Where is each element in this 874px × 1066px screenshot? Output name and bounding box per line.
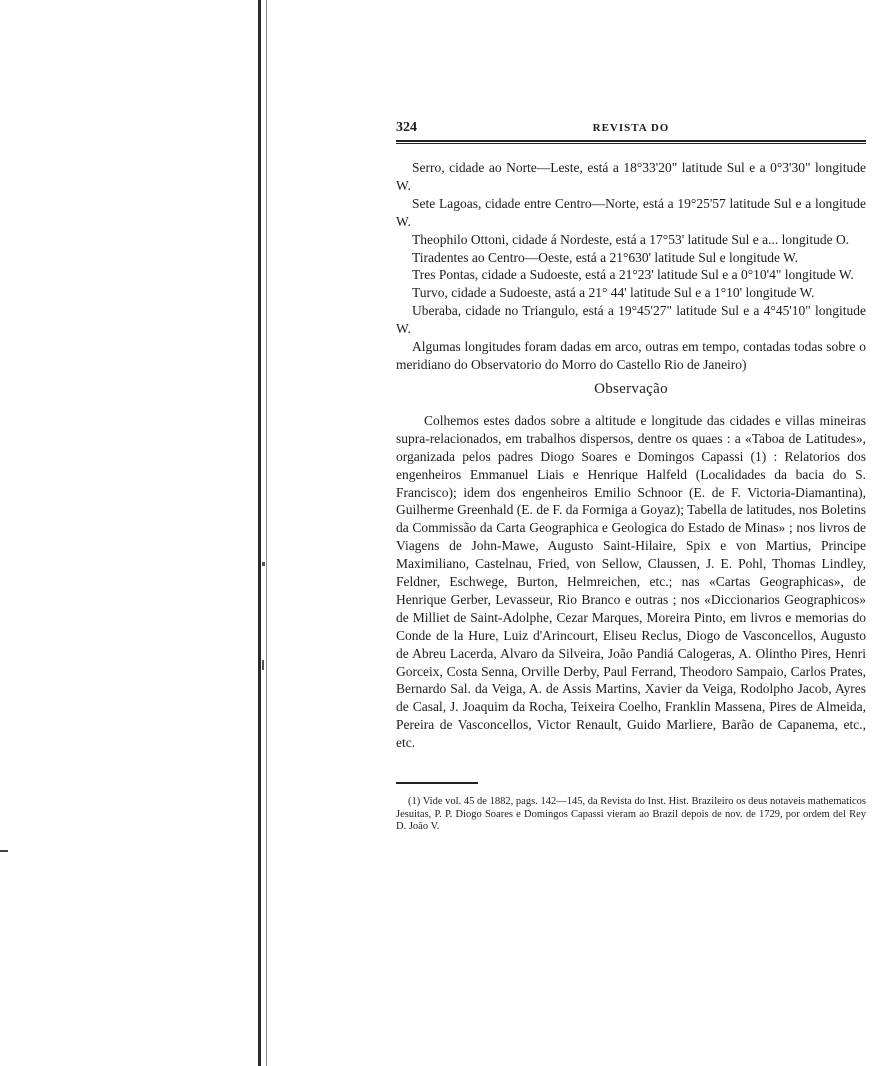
list-item: Theophilo Ottoni, cidade á Nordeste, está a 17°53' latitude Sul e a... longitude O.	[412, 231, 850, 247]
list-item: Tiradentes ao Centro—Oeste, está a 21°630' latitude Sul e longitude W.	[412, 249, 799, 265]
section-body	[396, 412, 866, 752]
footnote	[396, 796, 866, 834]
list-item: Sete Lagoas, cidade entre Centro—Norte, está a 19°25'57 latitude Sul e a longitude W.	[396, 195, 866, 229]
running-title: REVISTA DO	[592, 122, 670, 134]
paragraph: Colhemos estes dados sobre a altitude e longitude das cidades e villas mineiras supra-relacionados, em trabalhos dispersos, dentre os quaes : a «Taboa de Latitudes», organizada pelos padres Diogo Soares e Domingos Capassi (1) : Relatorios dos engenheiros Emmanuel Liais e Henrique Halfeld (Localidades da bacia do S. Francisco); idem dos engenheiros Emilio Schnoor (E. de F. Victoria-Diamantina), Guilherme Greenhald (E. de F. da Formiga a Goyaz); Tabella de latitudes, nos Boletins da Commissão da Carta Geographica e Geologica do Estado de Minas» ; nos livros de Viagens de John-Mawe, Augusto Saint-Hilaire, Spix e von Martius, Principe Maximiliano, Castelnau, Fried, von Sellow, Claussen, J. E. Pohl, Thomas Lindley, Feldner, Eschwege, Burton, Helmreichen, etc.; nas «Cartas Geographicas», de Henrique Gerber, Levasseur, Rio Branco e outras ; nos «Diccionarios Geographicos» de Milliet de Saint-Adolphe, Cezar Marques, Moreira Pinto, em livros e memorias do Conde de la Hure, Luiz d'Arincourt, Eliseu Reclus, Diogo de Vasconcellos, Augusto de Abreu Lacerda, Alvaro da Silveira, João Pandiá Calogeras, A. Olintho Pires, Henri Gorceix, Costa Senna, Orville Derby, Paul Ferrand, Theodoro Sampaio, Carlos Prates, Bernardo Sal. da Veiga, A. de Assis Martins, Xavier da Veiga, Rodolpho Jacob, Ayres de Casal, J. Joaquim da Rocha, Teixeira Coelho, Franklin Massena, Pires de Almeida, Pereira de Vasconcellos, Victor Renault, Guido Marliere, Barão de Capanema, etc., etc.	[396, 412, 866, 751]
footnote-rule	[396, 782, 478, 784]
list-item: Tres Pontas, cidade a Sudoeste, está a 21°23' latitude Sul e a 0°10'4" longitude W.	[412, 267, 854, 283]
binding-gutter-line	[258, 0, 261, 1066]
list-item: Uberaba, cidade no Triangulo, está a 19°45'27" latitude Sul e a 4°45'10" longitude W.	[396, 303, 866, 337]
list-item: Algumas longitudes foram dadas em arco, outras em tempo, contadas todas sobre o meridiano do Observatorio do Morro do Castello Rio de Janeiro)	[396, 339, 866, 372]
binding-gutter-thin-line	[266, 0, 267, 1066]
gutter-speck	[262, 562, 265, 566]
list-item: Serro, cidade ao Norte—Leste, está a 18°33'20" latitude Sul e a 0°3'30" longitude W.	[396, 160, 866, 193]
page-header	[396, 120, 866, 138]
list-item: Turvo, cidade a Sudoeste, astá a 21° 44' latitude Sul e a 1°10' longitude W.	[412, 285, 815, 301]
coordinates-list	[396, 159, 866, 374]
footnote-text: (1) Vide vol. 45 de 1882, pags. 142—145, da Revista do Inst. Hist. Brazileiro os deus notaveis mathematicos Jesuitas, P. P. Diogo Soares e Domingos Capassi vieram ao Brazil depois de nov. de 1729, por ordem del Rey D. João V.	[396, 796, 866, 833]
page-number: 324	[396, 120, 417, 135]
header-rule	[396, 140, 866, 144]
page	[396, 120, 866, 834]
left-edge-mark	[0, 850, 8, 852]
gutter-speck	[262, 660, 264, 670]
section-title: Observação	[594, 380, 668, 397]
